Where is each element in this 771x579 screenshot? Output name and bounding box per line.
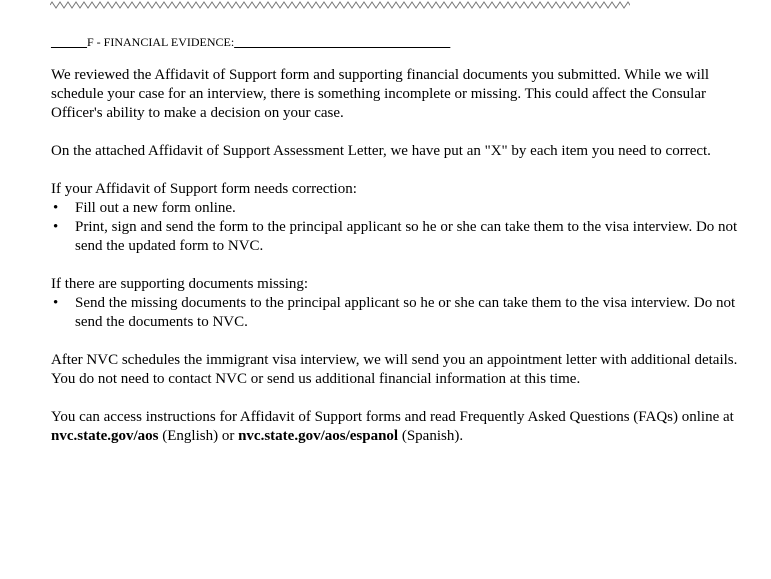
- bullet-icon: •: [53, 295, 59, 311]
- instructions-text-mid: (English) or: [158, 428, 239, 444]
- missing-documents-list: [51, 294, 741, 332]
- list-item-text: Print, sign and send the form to the principal applicant so he or she can take them to the visa interview. Do not send the updated form to NVC.: [75, 219, 738, 254]
- paragraph-assessment-letter: On the attached Affidavit of Support Assessment Letter, we have put an "X" by each item you need to correct.: [51, 143, 711, 159]
- document-page: [51, 34, 741, 465]
- section-heading: [51, 34, 741, 50]
- torn-edge-wavy-line: [50, 0, 630, 10]
- heading-label: F - FINANCIAL EVIDENCE:: [87, 35, 235, 49]
- paragraph-review-notice: We reviewed the Affidavit of Support form and supporting financial documents you submitted. While we will schedule your case for an interview, there is something incomplete or missing. This could affect the Consular Officer's ability to make a decision on your case.: [51, 67, 710, 121]
- paragraph-appointment-letter: After NVC schedules the immigrant visa interview, we will send you an appointment letter with additional details. You do not need to contact NVC or send us additional financial information at this time.: [51, 352, 738, 387]
- form-correction-list: [51, 199, 741, 256]
- instructions-text-before: You can access instructions for Affidavit of Support forms and read Frequently Asked Questions (FAQs) online at: [51, 409, 734, 425]
- list-item-text: Fill out a new form online.: [75, 200, 236, 216]
- list-item: [51, 199, 741, 218]
- link-aos-spanish[interactable]: nvc.state.gov/aos/espanol: [238, 428, 399, 444]
- list-item-text: Send the missing documents to the principal applicant so he or she can take them to the visa interview. Do not send the documents to NVC.: [75, 295, 736, 330]
- bullet-icon: •: [53, 200, 59, 216]
- list-item: [51, 294, 741, 332]
- paragraph-missing-documents-intro: If there are supporting documents missing:: [51, 276, 309, 292]
- instructions-text-after: (Spanish).: [398, 428, 464, 444]
- heading-suffix-blank: ____________________________________: [234, 35, 451, 49]
- link-aos-english[interactable]: nvc.state.gov/aos: [51, 428, 159, 444]
- paragraph-instructions-links: [51, 408, 741, 446]
- paragraph-form-correction-intro: If your Affidavit of Support form needs correction:: [51, 181, 357, 197]
- bullet-icon: •: [53, 219, 59, 235]
- heading-prefix-blank: ______: [51, 35, 87, 49]
- list-item: [51, 218, 741, 256]
